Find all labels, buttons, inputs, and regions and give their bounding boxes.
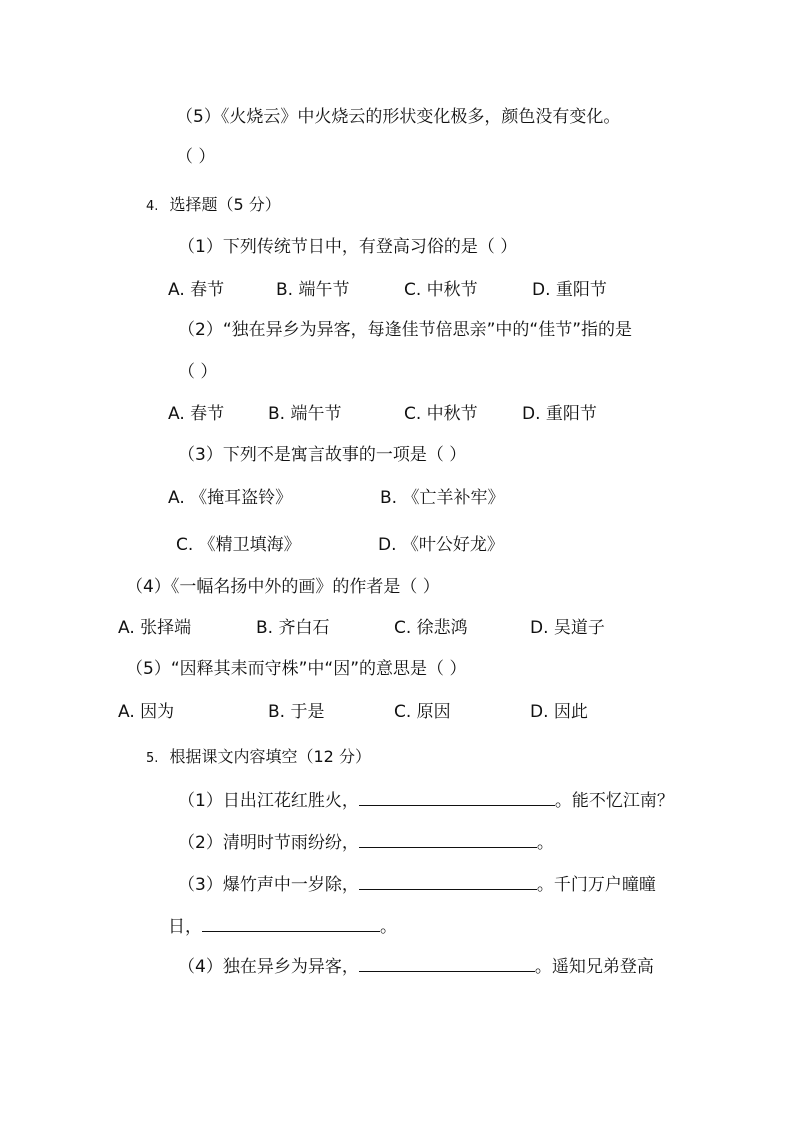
s5-line4-blank[interactable]	[359, 955, 535, 972]
section5-title: 根据课文内容填空（12 分）	[169, 747, 371, 766]
s5-line3-blank[interactable]	[359, 873, 537, 890]
section5-heading	[146, 746, 371, 770]
s5-line4-prefix: （4）独在异乡为异客，	[178, 957, 359, 977]
section4-heading	[146, 194, 281, 218]
s4-q2-stem: （2）“独在异乡为异客，每逢佳节倍思亲”中的“佳节”指的是	[178, 320, 633, 340]
s4-q1-option-d[interactable]: D. 重阳节	[532, 280, 607, 300]
s5-line3b-prefix: 日，	[168, 917, 202, 937]
s4-q3-stem: （3）下列不是寓言故事的一项是（ ）	[178, 445, 467, 465]
s4-q5-option-d[interactable]: D. 因此	[530, 702, 588, 722]
s4-q3-option-b[interactable]: B. 《亡羊补牢》	[380, 488, 505, 508]
s4-q2-option-b[interactable]: B. 端午节	[268, 404, 342, 424]
s4-q3-option-c[interactable]: C. 《精卫填海》	[176, 535, 301, 555]
s4-q5-option-a[interactable]: A. 因为	[118, 702, 175, 722]
s4-q2-answer-paren[interactable]: （ ）	[178, 362, 218, 382]
s5-line2	[178, 831, 554, 854]
s4-q1-option-a[interactable]: A. 春节	[168, 280, 225, 300]
s4-q4-stem: （4）《一幅名扬中外的画》的作者是（ ）	[126, 577, 440, 597]
q3-item5-statement: （5）《火烧云》中火烧云的形状变化极多，颜色没有变化。	[176, 107, 621, 127]
s5-line3-prefix: （3）爆竹声中一岁除，	[178, 875, 359, 895]
s5-line1-prefix: （1）日出江花红胜火，	[178, 791, 359, 811]
section5-number: 5.	[146, 751, 159, 766]
section4-title: 选择题（5 分）	[169, 195, 281, 214]
s5-line3b-blank[interactable]	[202, 915, 380, 932]
s4-q1-option-b[interactable]: B. 端午节	[276, 280, 350, 300]
section4-number: 4.	[146, 199, 159, 214]
s4-q5-option-b[interactable]: B. 于是	[268, 702, 325, 722]
s5-line2-blank[interactable]	[359, 831, 537, 848]
s4-q2-option-c[interactable]: C. 中秋节	[404, 404, 478, 424]
s5-line3	[178, 873, 656, 896]
s4-q1-stem: （1）下列传统节日中，有登高习俗的是（ ）	[178, 237, 518, 257]
s5-line4-suffix: 。遥知兄弟登高	[534, 957, 654, 977]
s4-q2-option-a[interactable]: A. 春节	[168, 404, 225, 424]
s4-q3-option-d[interactable]: D. 《叶公好龙》	[378, 535, 504, 555]
q3-item5-answer-paren[interactable]: （ ）	[176, 147, 216, 167]
s5-line2-prefix: （2）清明时节雨纷纷，	[178, 833, 359, 853]
s4-q2-option-d[interactable]: D. 重阳节	[522, 404, 597, 424]
s5-line4	[178, 955, 654, 978]
s4-q4-option-d[interactable]: D. 吴道子	[530, 618, 605, 638]
s5-line3b-suffix: 。	[380, 917, 397, 937]
s5-line1-blank[interactable]	[359, 789, 555, 806]
s4-q4-option-b[interactable]: B. 齐白石	[256, 618, 330, 638]
s5-line3-continued	[168, 915, 397, 938]
s4-q4-option-a[interactable]: A. 张择端	[118, 618, 192, 638]
s5-line2-suffix: 。	[536, 833, 554, 853]
s5-line1	[178, 789, 674, 812]
s4-q5-option-c[interactable]: C. 原因	[394, 702, 451, 722]
s4-q5-stem: （5）“因释其耒而守株”中“因”的意思是（ ）	[126, 659, 467, 679]
s5-line1-suffix: 。能不忆江南？	[554, 791, 674, 811]
s4-q1-option-c[interactable]: C. 中秋节	[404, 280, 478, 300]
s4-q3-option-a[interactable]: A. 《掩耳盗铃》	[168, 488, 293, 508]
s4-q4-option-c[interactable]: C. 徐悲鸿	[394, 618, 468, 638]
s5-line3-suffix: 。千门万户曈曈	[536, 875, 656, 895]
